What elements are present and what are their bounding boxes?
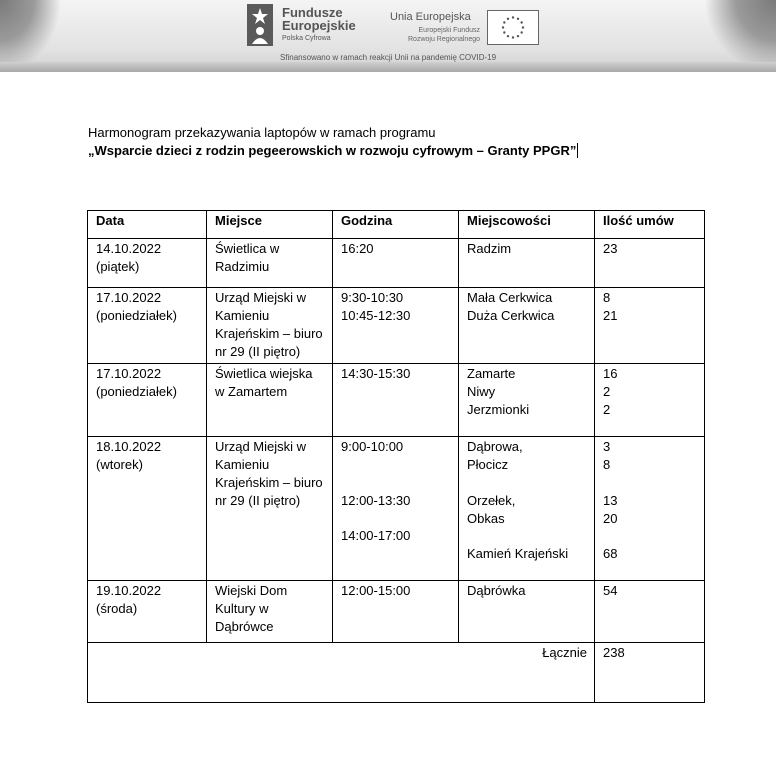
count-value: 13 xyxy=(603,493,618,508)
document-heading xyxy=(88,124,578,160)
place-line: Krajeńskim – biuro xyxy=(215,475,323,490)
cell-count xyxy=(595,288,705,364)
eu-star-icon xyxy=(517,18,519,20)
eu-star-icon xyxy=(520,21,522,23)
cell-time xyxy=(333,581,459,643)
date-value: 19.10.2022 xyxy=(96,583,162,598)
fundusze-europejskie-logo-icon xyxy=(247,4,273,46)
cell-towns xyxy=(459,581,595,643)
covid-funding-note: Sfinansowano w ramach reakcji Unii na pandemię COVID-19 xyxy=(279,53,497,62)
town-value: Dąbrowa, xyxy=(467,439,523,454)
place-line: Świetlica w xyxy=(215,241,280,256)
table-row xyxy=(88,364,705,437)
ue-sub-line1: Europejski Fundusz xyxy=(418,27,480,34)
place-line: Urząd Miejski w xyxy=(215,290,307,305)
text-cursor xyxy=(577,143,578,158)
count-value: 8 xyxy=(603,290,611,305)
table-row xyxy=(88,437,705,581)
day-value: (wtorek) xyxy=(96,457,143,472)
spacer xyxy=(341,474,451,492)
date-value: 17.10.2022 xyxy=(96,290,162,305)
cell-date xyxy=(88,364,207,437)
count-value: 20 xyxy=(603,511,618,526)
time-value: 12:00-15:00 xyxy=(341,583,411,598)
place-line: Dąbrówce xyxy=(215,619,274,634)
time-value: 9:00-10:00 xyxy=(341,439,404,454)
total-value: 238 xyxy=(595,643,705,703)
ue-subtitle xyxy=(404,26,480,44)
eu-star-icon xyxy=(503,21,505,23)
count-value: 3 xyxy=(603,439,611,454)
title-line2-text: „Wsparcie dzieci z rodzin pegeerowskich w rozwoju cyfrowym – Granty PPGR” xyxy=(88,143,577,158)
town-value: Radzim xyxy=(467,241,512,256)
cell-count xyxy=(595,437,705,581)
cell-count xyxy=(595,581,705,643)
cell-place xyxy=(207,437,333,581)
count-value: 54 xyxy=(603,583,618,598)
cell-time xyxy=(333,437,459,581)
header-place: Miejsce xyxy=(207,211,333,239)
count-value: 16 xyxy=(603,366,618,381)
town-value: Mała Cerkwica xyxy=(467,290,553,305)
place-line: Wiejski Dom xyxy=(215,583,288,598)
town-value: Niwy xyxy=(467,384,496,399)
place-line: Urząd Miejski w xyxy=(215,439,307,454)
place-line: Radzimiu xyxy=(215,259,270,274)
cell-place xyxy=(207,364,333,437)
table-row xyxy=(88,288,705,364)
spacer xyxy=(341,510,451,527)
day-value: (piątek) xyxy=(96,259,140,274)
day-value: (poniedziałek) xyxy=(96,308,177,323)
date-value: 18.10.2022 xyxy=(96,439,162,454)
count-value: 68 xyxy=(603,546,618,561)
town-value: Duża Cerkwica xyxy=(467,308,555,323)
time-value: 12:00-13:30 xyxy=(341,493,411,508)
cell-time xyxy=(333,364,459,437)
time-value: 14:30-15:30 xyxy=(341,366,411,381)
ue-title: Unia Europejska xyxy=(390,11,471,23)
fe-title xyxy=(282,6,356,32)
town-value: Obkas xyxy=(467,511,505,526)
header-banner xyxy=(0,0,776,72)
count-value: 2 xyxy=(603,384,611,399)
cell-place xyxy=(207,581,333,643)
cell-place xyxy=(207,239,333,288)
town-value: Płocicz xyxy=(467,457,509,472)
eu-star-icon xyxy=(520,31,522,33)
cell-time xyxy=(333,239,459,288)
cell-towns xyxy=(459,288,595,364)
place-line: Kamieniu xyxy=(215,308,270,323)
place-line: w Zamartem xyxy=(215,384,288,399)
place-line: Świetlica wiejska xyxy=(215,366,313,381)
eu-star-icon xyxy=(512,36,514,38)
eu-star-icon xyxy=(517,35,519,37)
total-row xyxy=(88,643,705,703)
time-value: 16:20 xyxy=(341,241,374,256)
eu-star-icon xyxy=(522,26,524,28)
header-time: Godzina xyxy=(333,211,459,239)
eu-star-icon xyxy=(507,35,509,37)
cell-towns xyxy=(459,239,595,288)
spacer xyxy=(467,528,587,545)
title-line2 xyxy=(88,142,578,160)
place-line: nr 29 (II piętro) xyxy=(215,344,301,359)
total-label: Łącznie xyxy=(88,643,595,703)
count-value: 21 xyxy=(603,308,618,323)
place-line: Kamieniu xyxy=(215,457,270,472)
count-value: 8 xyxy=(603,457,611,472)
spacer xyxy=(603,528,697,545)
cell-time xyxy=(333,288,459,364)
spacer xyxy=(603,474,697,492)
eu-star-icon xyxy=(503,31,505,33)
cell-count xyxy=(595,364,705,437)
eu-star-icon xyxy=(502,26,504,28)
town-value: Jerzmionki xyxy=(467,402,530,417)
count-value: 23 xyxy=(603,241,618,256)
cell-date xyxy=(88,239,207,288)
town-value: Zamarte xyxy=(467,366,516,381)
eu-star-icon xyxy=(507,18,509,20)
table-row xyxy=(88,581,705,643)
town-value: Kamień Krajeński xyxy=(467,546,569,561)
time-value: 10:45-12:30 xyxy=(341,308,411,323)
fe-subtitle: Polska Cyfrowa xyxy=(282,35,331,42)
day-value: (środa) xyxy=(96,601,138,616)
town-value: Dąbrówka xyxy=(467,583,526,598)
place-line: Kultury w xyxy=(215,601,269,616)
town-value: Orzełek, xyxy=(467,493,516,508)
table-row xyxy=(88,239,705,288)
spacer xyxy=(341,456,451,474)
cell-towns xyxy=(459,364,595,437)
date-value: 17.10.2022 xyxy=(96,366,162,381)
header-date: Data xyxy=(88,211,207,239)
schedule-table xyxy=(87,210,705,703)
cell-date xyxy=(88,288,207,364)
date-value: 14.10.2022 xyxy=(96,241,162,256)
cell-date xyxy=(88,437,207,581)
cell-towns xyxy=(459,437,595,581)
place-line: Krajeńskim – biuro xyxy=(215,326,323,341)
day-value: (poniedziałek) xyxy=(96,384,177,399)
header-towns: Miejscowości xyxy=(459,211,595,239)
eu-flag-icon xyxy=(487,10,539,45)
count-value: 2 xyxy=(603,402,611,417)
cell-place xyxy=(207,288,333,364)
ue-sub-line2: Rozwoju Regionalnego xyxy=(408,36,480,43)
fe-title-line1: Fundusze xyxy=(282,5,343,20)
fe-title-line2: Europejskie xyxy=(282,18,356,33)
banner-bottom-bar xyxy=(0,62,776,72)
header-count: Ilość umów xyxy=(595,211,705,239)
cell-count xyxy=(595,239,705,288)
title-line1: Harmonogram przekazywania laptopów w ramach programu xyxy=(88,125,436,140)
place-line: nr 29 (II piętro) xyxy=(215,493,301,508)
cell-date xyxy=(88,581,207,643)
eu-star-icon xyxy=(512,16,514,18)
table-header-row xyxy=(88,211,705,239)
time-value: 14:00-17:00 xyxy=(341,528,411,543)
spacer xyxy=(467,474,587,492)
time-value: 9:30-10:30 xyxy=(341,290,404,305)
